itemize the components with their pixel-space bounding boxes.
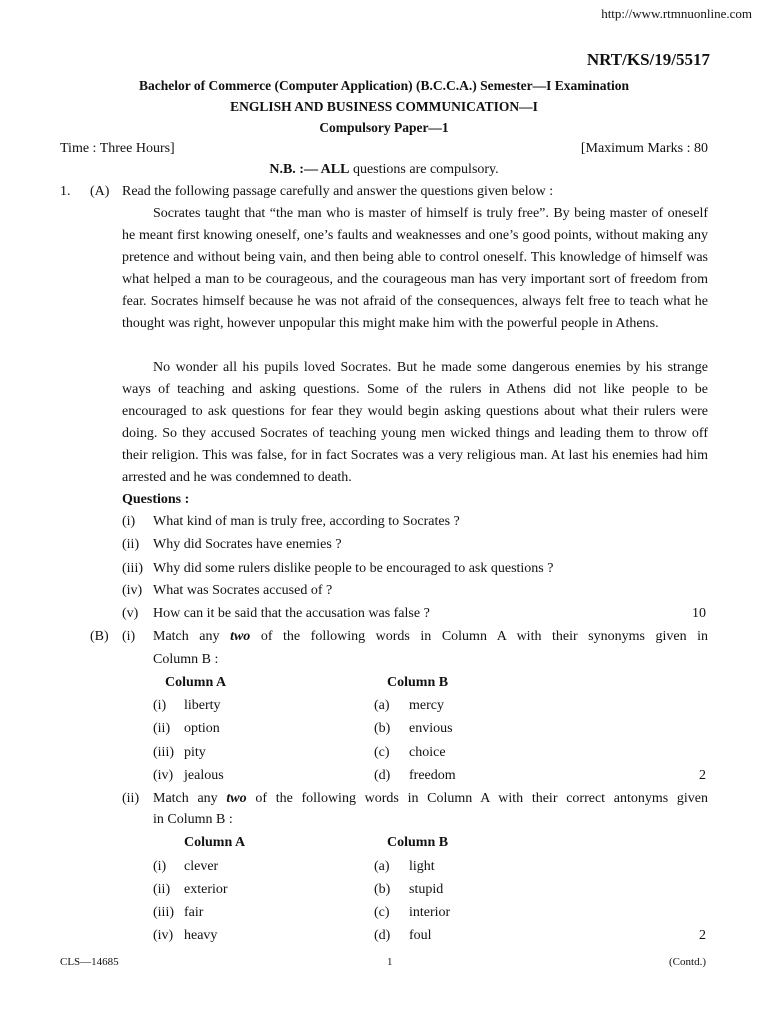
column-b-num: (d) — [374, 768, 391, 783]
part-a-instruction: Read the following passage carefully and answer the questions given below : — [122, 184, 554, 199]
part-b1-marks: 2 — [699, 768, 706, 783]
question-item-text: What kind of man is truly free, according to Socrates ? — [153, 514, 460, 529]
column-b-word: freedom — [409, 768, 456, 783]
column-a-heading: Column A — [165, 675, 227, 690]
question-item-num: (i) — [122, 514, 136, 529]
exam-title: Bachelor of Commerce (Computer Application) (B.C.C.A.) Semester—I Examination — [138, 78, 630, 93]
column-b-word: mercy — [409, 698, 444, 713]
column-a-num: (i) — [153, 698, 167, 713]
column-a-word: liberty — [184, 698, 221, 713]
column-b-heading: Column B — [387, 675, 449, 690]
column-b-num: (a) — [374, 859, 390, 874]
question-item-text: Why did some rulers dislike people to be encouraged to ask questions ? — [153, 561, 554, 576]
instruction-emphasis: two — [230, 629, 251, 644]
question-item-num: (ii) — [122, 537, 140, 552]
passage-paragraph-1: Socrates taught that “the man who is master of himself is truly free”. By being master of oneself he meant first knowing oneself, one’s faults and weaknesses and one’s good points, without making any pretence and without being vain, and then being able to control oneself. This knowledge of himself was what helped a man to be courageous, and the courageous man has very important sort of freedom from fear. Socrates himself because he was not afraid of the consequences, always felt free to teach what he thought was right, however unpopular this might make him with the powerful people in Athens. — [122, 206, 708, 331]
column-b-word: stupid — [409, 882, 444, 897]
column-a-word: clever — [184, 859, 219, 874]
question-item-text: What was Socrates accused of ? — [153, 583, 333, 598]
antonym-instruction-cont: in Column B : — [153, 812, 233, 827]
column-a-num: (i) — [153, 859, 167, 874]
column-b-word: envious — [409, 721, 453, 736]
column-a-word: exterior — [184, 882, 228, 897]
column-b-num: (b) — [374, 882, 391, 897]
column-b-word: choice — [409, 745, 446, 760]
part-a-marks: 10 — [692, 606, 706, 621]
question-item-text: Why did Socrates have enemies ? — [153, 537, 342, 552]
column-a-word: pity — [184, 745, 206, 760]
antonym-instruction — [153, 791, 708, 807]
subject-title: ENGLISH AND BUSINESS COMMUNICATION—I — [230, 99, 538, 114]
synonym-instruction-cont: Column B : — [153, 652, 219, 667]
instruction-pre: Match any — [153, 629, 220, 644]
column-b-num: (d) — [374, 928, 391, 943]
continued-label: (Contd.) — [669, 956, 706, 968]
column-a-word: jealous — [184, 768, 224, 783]
instruction-post: of the following words in Column A with their correct antonyms given — [255, 791, 708, 806]
instruction-pre: Match any — [153, 791, 218, 806]
column-b-word: light — [409, 859, 435, 874]
question-item-num: (v) — [122, 606, 139, 621]
column-a-num: (iv) — [153, 768, 174, 783]
column-a-num: (iv) — [153, 928, 174, 943]
question-item-num: (iv) — [122, 583, 143, 598]
question-item-num: (iii) — [122, 561, 143, 576]
synonym-instruction — [153, 629, 708, 645]
sub-question-num: (ii) — [122, 791, 140, 806]
part-b-label: (B) — [90, 629, 109, 644]
column-a-num: (iii) — [153, 905, 174, 920]
instructions — [0, 162, 768, 178]
column-a-word: fair — [184, 905, 204, 920]
paper-title: Compulsory Paper—1 — [319, 120, 449, 135]
column-a-word: option — [184, 721, 220, 736]
questions-heading: Questions : — [122, 492, 190, 507]
question-number: 1. — [60, 184, 71, 199]
part-a-label: (A) — [90, 184, 110, 199]
column-a-word: heavy — [184, 928, 218, 943]
column-b-word: foul — [409, 928, 432, 943]
column-b-num: (c) — [374, 745, 390, 760]
column-a-heading: Column A — [184, 835, 246, 850]
page-number: 1 — [387, 956, 393, 968]
column-b-num: (a) — [374, 698, 390, 713]
column-b-num: (b) — [374, 721, 391, 736]
footer-code: CLS—14685 — [60, 956, 119, 968]
max-marks-label: [Maximum Marks : 80 — [580, 141, 708, 156]
question-item-text: How can it be said that the accusation was false ? — [153, 606, 430, 621]
column-a-num: (ii) — [153, 882, 171, 897]
paper-code: NRT/KS/19/5517 — [586, 50, 710, 69]
sub-question-num: (i) — [122, 629, 136, 644]
time-label: Time : Three Hours] — [60, 141, 175, 156]
column-a-num: (ii) — [153, 721, 171, 736]
instruction-emphasis: two — [226, 791, 247, 806]
column-b-num: (c) — [374, 905, 390, 920]
passage-paragraph-2: No wonder all his pupils loved Socrates. But he made some dangerous enemies by his strange ways of teaching and asking questions. Some of the rulers in Athens did not like people to be encouraged to ask questions for fear they would begin asking questions about what their rulers were doing. So they accused Socrates of teaching young men wicked things and leading them to throw off their religion. This was false, for in fact Socrates was a very religious man. At last his enemies had him arrested and he was condemned to death. — [122, 360, 708, 485]
nb-label: N.B. :— ALL — [269, 162, 350, 177]
nb-text: questions are compulsory. — [352, 162, 499, 177]
source-url[interactable]: http://www.rtmnuonline.com — [601, 6, 752, 21]
part-b2-marks: 2 — [699, 928, 706, 943]
instruction-post: of the following words in Column A with their synonyms given in — [260, 629, 709, 644]
column-a-num: (iii) — [153, 745, 174, 760]
column-b-heading: Column B — [387, 835, 449, 850]
column-b-word: interior — [409, 905, 451, 920]
